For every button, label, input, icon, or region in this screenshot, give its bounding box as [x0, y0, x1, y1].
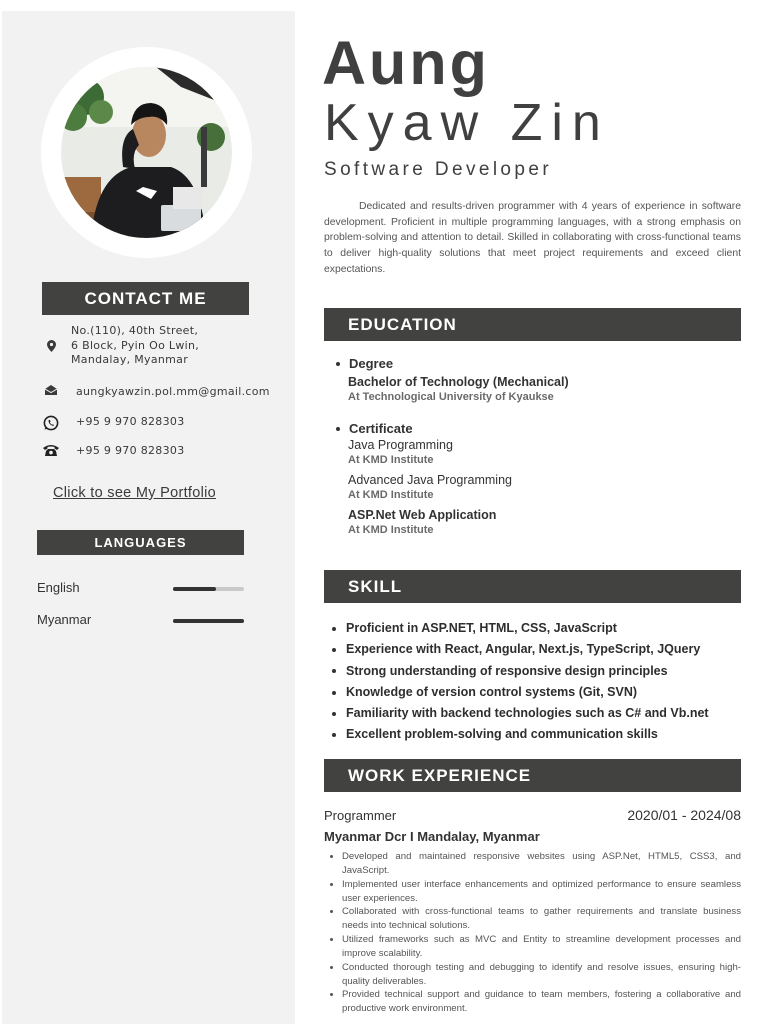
contact-whatsapp[interactable] — [40, 415, 185, 431]
profile-photo-illustration — [61, 67, 232, 238]
skill-item: Knowledge of version control systems (Git, SVN) — [332, 682, 741, 703]
degree-institution: At Technological University of Kyaukse — [348, 391, 554, 403]
certificate-entry — [348, 507, 512, 537]
skill-item: Excellent problem-solving and communication skills — [332, 724, 741, 745]
job-dates: 2020/01 - 2024/08 — [627, 807, 741, 823]
job-role: Programmer — [324, 808, 397, 823]
address-line-1: No.(110), 40th Street, — [71, 324, 199, 337]
address-line-2: 6 Block, Pyin Oo Lwin, — [71, 338, 200, 352]
bullet-dot — [336, 427, 340, 431]
skill-header: SKILL — [324, 570, 741, 603]
job-company: Myanmar Dcr I Mandalay, Myanmar — [324, 829, 540, 844]
sidebar — [2, 11, 295, 1024]
portfolio-link[interactable]: Click to see My Portfolio — [53, 485, 217, 501]
certificate-institution: At KMD Institute — [348, 454, 434, 466]
language-level-bar — [173, 619, 244, 623]
degree-label: Degree — [349, 356, 394, 371]
certificate-entry — [348, 437, 512, 467]
education-header: EDUCATION — [324, 308, 741, 341]
profile-photo-frame — [41, 47, 252, 258]
languages-header: LANGUAGES — [37, 530, 244, 555]
skill-item: Strong understanding of responsive design principles — [332, 661, 741, 682]
duty-item: Implemented user interface enhancements and optimized performance to ensure seamless user experiences. — [330, 878, 741, 906]
education-degree — [336, 356, 569, 404]
language-level-bar — [173, 587, 244, 591]
education-certificates — [336, 421, 512, 537]
map-pin-icon — [40, 340, 62, 352]
skill-item: Experience with React, Angular, Next.js, TypeScript, JQuery — [332, 639, 741, 660]
job-duties-list — [330, 850, 741, 1016]
certificate-institution: At KMD Institute — [348, 524, 434, 536]
phone-number[interactable]: +95 9 970 828303 — [76, 444, 185, 457]
telephone-icon — [40, 444, 62, 457]
degree-label-row — [336, 356, 569, 371]
language-name: English — [37, 580, 80, 595]
contact-header: CONTACT ME — [42, 282, 249, 315]
address-line-3: Mandalay, Myanmar — [71, 353, 189, 366]
envelope-icon — [40, 385, 62, 395]
work-experience-header: WORK EXPERIENCE — [324, 759, 741, 792]
duty-item: Provided technical support and guidance to team members, fostering a collaborative and productive work environment. — [330, 988, 741, 1016]
duty-item: Conducted thorough testing and debugging to identify and resolve issues, ensuring high-quality deliverables. — [330, 961, 741, 989]
certificate-institution: At KMD Institute — [348, 489, 434, 501]
profile-photo — [61, 67, 232, 238]
duty-item: Developed and maintained responsive websites using ASP.Net, HTML5, CSS3, and JavaScript. — [330, 850, 741, 878]
certificate-label: Certificate — [349, 421, 413, 436]
contact-phone[interactable] — [40, 444, 185, 458]
certificate-title: Advanced Java Programming — [348, 473, 512, 487]
certificate-title: ASP.Net Web Application — [348, 508, 497, 522]
language-level-fill — [173, 619, 244, 623]
last-name: Kyaw Zin — [324, 94, 610, 152]
email-text[interactable]: aungkyawzin.pol.mm@gmail.com — [76, 385, 270, 398]
bullet-dot — [336, 362, 340, 366]
job-title: Software Developer — [324, 159, 553, 180]
degree-title: Bachelor of Technology (Mechanical) — [348, 375, 569, 389]
language-level-fill — [173, 587, 216, 591]
skills-list — [332, 618, 741, 746]
contact-email[interactable] — [40, 385, 270, 399]
whatsapp-number[interactable]: +95 9 970 828303 — [76, 415, 185, 428]
first-name: Aung — [322, 29, 490, 97]
duty-item: Utilized frameworks such as MVC and Entity to streamline development processes and improve scalability. — [330, 933, 741, 961]
language-row — [37, 612, 244, 628]
whatsapp-icon — [40, 415, 62, 431]
profile-summary: Dedicated and results-driven programmer with 4 years of experience in software development. Proficient in multiple programming languages, with a strong emphasis on problem-solving and attention to detail. Skilled in collaborating with cross-functional teams to deliver high-quality solutions that meet project requirements and exceed client expectations. — [324, 201, 741, 275]
certificate-label-row — [336, 421, 512, 436]
certificate-title: Java Programming — [348, 438, 453, 452]
language-row — [37, 580, 244, 596]
skill-item: Familiarity with backend technologies such as C# and Vb.net — [332, 703, 741, 724]
certificate-entry — [348, 472, 512, 502]
contact-address — [40, 324, 199, 368]
skill-item: Proficient in ASP.NET, HTML, CSS, JavaScript — [332, 618, 741, 639]
language-name: Myanmar — [37, 612, 92, 627]
degree-entry — [348, 374, 569, 404]
duty-item: Collaborated with cross-functional teams to gather requirements and translate business needs into technical solutions. — [330, 905, 741, 933]
